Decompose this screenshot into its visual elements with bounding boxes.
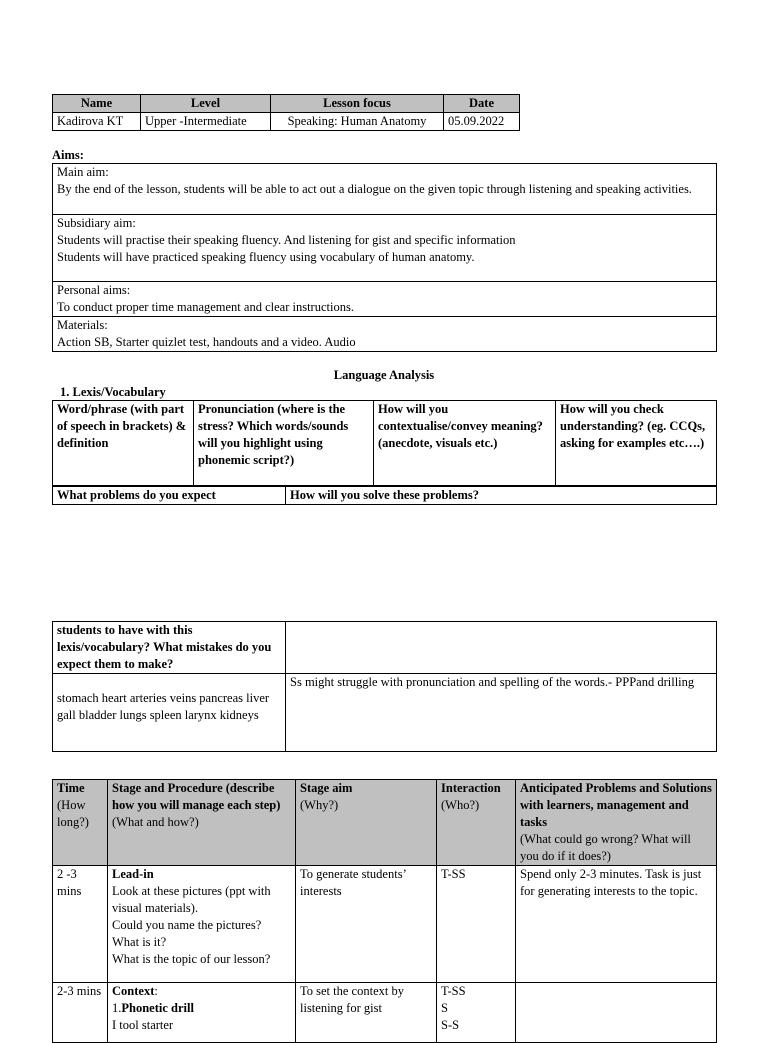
row-time: 2-3 mins (53, 983, 108, 1043)
problems-continued-empty (286, 622, 717, 674)
language-analysis-title: Language Analysis (333, 368, 435, 382)
problem-solution-cell: Ss might struggle with pronunciation and spelling of the words.- PPPand drilling (286, 674, 717, 752)
proc-col-stage: Stage and Procedure (describe how you will manage each step) (What and how?) (108, 780, 296, 866)
main-aim-cell (53, 164, 717, 215)
proc-col-time: Time (How long?) (53, 780, 108, 866)
personal-aims-cell (53, 282, 717, 317)
row-interaction: T-SS (437, 866, 516, 983)
col-lesson-focus: Lesson focus (271, 95, 444, 113)
personal-aims-text: To conduct proper time management and clear instructions. (57, 300, 354, 314)
materials-label: Materials: (57, 318, 108, 332)
cell-level: Upper -Intermediate (141, 113, 271, 131)
problems-continued-header: students to have with this lexis/vocabulary? What mistakes do you expect them to make? (53, 622, 286, 674)
materials-text: Action SB, Starter quizlet test, handouts and a video. Audio (57, 335, 356, 349)
subsidiary-aim-line: Students will practise their speaking fluency. And listening for gist and specific information (57, 233, 516, 247)
row-problems (516, 983, 717, 1043)
lexis-col-word: Word/phrase (with part of speech in brackets) & definition (53, 401, 194, 486)
row-problems: Spend only 2-3 minutes. Task is just for generating interests to the topic. (516, 866, 717, 983)
main-aim-label: Main aim: (57, 165, 109, 179)
problems-solve-header: How will you solve these problems? (286, 487, 717, 505)
row-aim: To generate students’ interests (296, 866, 437, 983)
main-aim-text: By the end of the lesson, students will be able to act out a dialogue on the given topic through listening and speaking activities. (57, 182, 692, 196)
proc-col-problems: Anticipated Problems and Solutions with learners, management and tasks (What could go wrong? What will you do if it does?) (516, 780, 717, 866)
personal-aims-label: Personal aims: (57, 283, 131, 297)
problems-continued-table (52, 621, 717, 752)
proc-col-aim: Stage aim (Why?) (296, 780, 437, 866)
row-aim: To set the context by listening for gist (296, 983, 437, 1043)
row-stage: Lead-in Look at these pictures (ppt with visual materials). Could you name the pictures? What is it? What is the topic of our lesson? (108, 866, 296, 983)
row-time: 2 -3 mins (53, 866, 108, 983)
aims-table (52, 163, 717, 352)
materials-cell (53, 317, 717, 352)
procedure-table (52, 779, 717, 1043)
col-date: Date (444, 95, 520, 113)
lesson-info-table (52, 94, 520, 131)
lexis-col-contextualise: How will you contextualise/convey meaning? (anecdote, visuals etc.) (374, 401, 556, 486)
col-level: Level (141, 95, 271, 113)
aims-label: Aims: (52, 148, 84, 162)
problem-words-cell: stomach heart arteries veins pancreas liver gall bladder lungs spleen larynx kidneys (53, 674, 286, 752)
cell-date: 05.09.2022 (444, 113, 520, 131)
lexis-table (52, 400, 717, 486)
table-row (53, 866, 717, 983)
col-name: Name (53, 95, 141, 113)
table-row (53, 983, 717, 1043)
proc-col-interaction: Interaction (Who?) (437, 780, 516, 866)
subsidiary-aim-line: Students will have practiced speaking fluency using vocabulary of human anatomy. (57, 250, 475, 264)
subsidiary-aim-label: Subsidiary aim: (57, 216, 136, 230)
row-interaction: T-SS S S-S (437, 983, 516, 1043)
subsidiary-aim-cell (53, 215, 717, 282)
row-stage: Context: 1.Phonetic drill I tool starter (108, 983, 296, 1043)
lexis-section-heading: 1. Lexis/Vocabulary (60, 385, 166, 399)
cell-name: Kadirova KT (53, 113, 141, 131)
cell-lesson-focus: Speaking: Human Anatomy (271, 113, 444, 131)
lexis-col-check: How will you check understanding? (eg. CCQs, asking for examples etc….) (556, 401, 717, 486)
lexis-problems-header (52, 486, 717, 505)
lexis-col-pronunciation: Pronunciation (where is the stress? Which words/sounds will you highlight using phonemic script?) (194, 401, 374, 486)
problems-expect-header: What problems do you expect (53, 487, 286, 505)
